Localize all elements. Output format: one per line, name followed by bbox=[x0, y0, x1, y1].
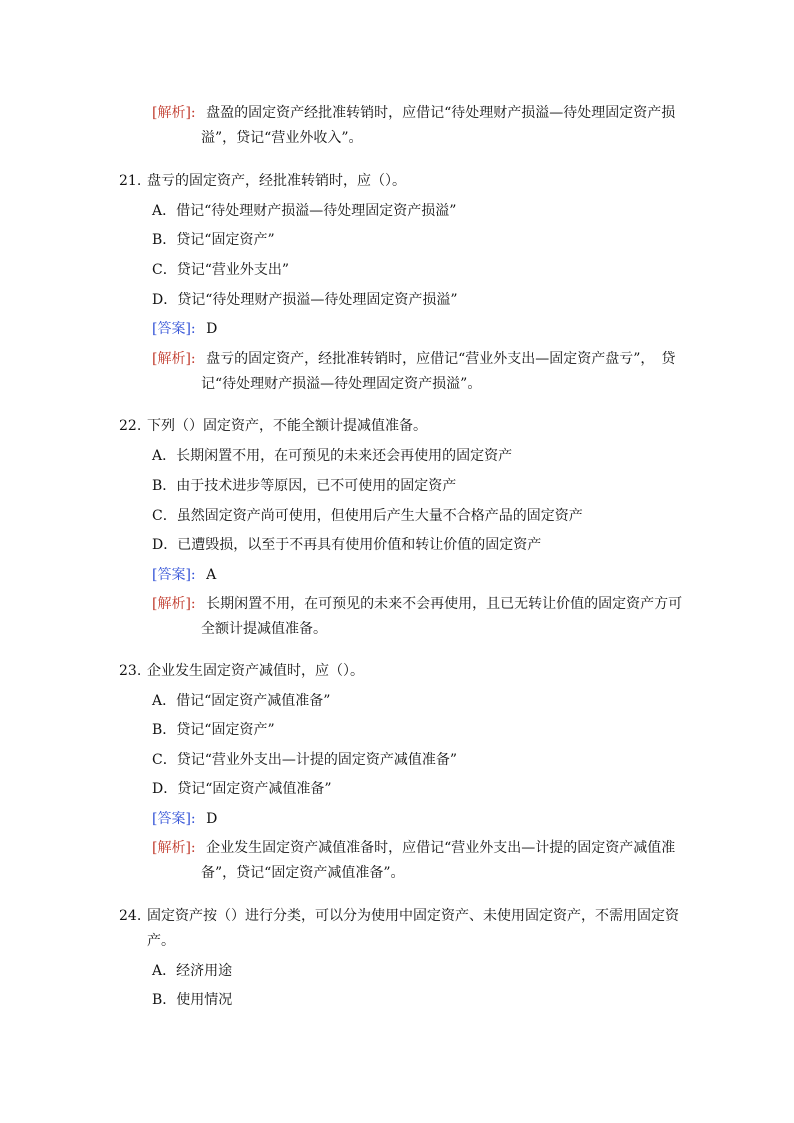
question-24-stem bbox=[119, 906, 679, 926]
question-text: 下列（）固定资产，不能全额计提减值准备。 bbox=[147, 418, 427, 434]
explanation-text: 盘亏的固定资产，经批准转销时，应借记“营业外支出—固定资产盘亏”， 贷 bbox=[206, 351, 676, 367]
q21-option-b: B．贷记“固定资产” bbox=[152, 232, 275, 248]
q22-option-b: B．由于技术进步等原因，已不可使用的固定资产 bbox=[152, 478, 457, 494]
q21-answer bbox=[152, 319, 217, 339]
q21-option-c: C．贷记“营业外支出” bbox=[152, 262, 290, 278]
question-22-stem bbox=[119, 416, 427, 436]
q22-explanation-line-1 bbox=[152, 594, 682, 614]
question-text: 盘亏的固定资产，经批准转销时，应（）。 bbox=[147, 173, 406, 189]
explanation-tag: [解析]: bbox=[152, 351, 196, 367]
q24-option-b: B．使用情况 bbox=[152, 992, 233, 1008]
q22-option-c: C．虽然固定资产尚可使用，但使用后产生大量不合格产品的固定资产 bbox=[152, 508, 583, 524]
answer-tag: [答案]: bbox=[152, 811, 196, 827]
answer-value: D bbox=[206, 321, 218, 337]
explanation-tag: [解析]: bbox=[152, 596, 196, 612]
answer-tag: [答案]: bbox=[152, 567, 196, 583]
explanation-text: 企业发生固定资产减值准备时，应借记“营业外支出—计提的固定资产减值准 bbox=[206, 840, 676, 856]
q23-explanation-line-1 bbox=[152, 838, 675, 858]
q23-answer bbox=[152, 809, 217, 829]
q22-answer bbox=[152, 565, 216, 585]
q22-option-a: A．长期闲置不用，在可预见的未来还会再使用的固定资产 bbox=[152, 448, 513, 464]
answer-tag: [答案]: bbox=[152, 321, 196, 337]
question-21-stem bbox=[119, 171, 406, 191]
q21-option-a: A．借记“待处理财产损溢—待处理固定资产损溢” bbox=[152, 203, 457, 219]
explanation-text: 盘盈的固定资产经批准转销时，应借记“待处理财产损溢—待处理固定资产损 bbox=[206, 105, 676, 121]
q23-explanation-line-2: 备”，贷记“固定资产减值准备”。 bbox=[201, 865, 405, 881]
explanation-text: 长期闲置不用，在可预见的未来不会再使用，且已无转让价值的固定资产方可 bbox=[206, 596, 683, 612]
q21-explanation-line-2: 记“待处理财产损溢—待处理固定资产损溢”。 bbox=[201, 376, 482, 392]
q22-option-d: D．已遭毁损，以至于不再具有使用价值和转让价值的固定资产 bbox=[152, 537, 542, 553]
question-23-stem bbox=[119, 661, 364, 681]
answer-value: A bbox=[206, 567, 217, 583]
q23-option-d: D．贷记“固定资产减值准备” bbox=[152, 781, 332, 797]
q24-option-a: A．经济用途 bbox=[152, 963, 233, 979]
question-number: 24. bbox=[119, 908, 142, 924]
question-24-stem-line-2: 产。 bbox=[147, 933, 175, 949]
q23-option-b: B．贷记“固定资产” bbox=[152, 722, 275, 738]
question-number: 21. bbox=[119, 173, 142, 189]
explanation-tag: [解析]: bbox=[152, 840, 196, 856]
q22-explanation-line-2: 全额计提减值准备。 bbox=[201, 621, 327, 637]
q21-explanation-line-1 bbox=[152, 349, 675, 369]
q23-option-a: A．借记“固定资产减值准备” bbox=[152, 693, 331, 709]
question-number: 23. bbox=[119, 663, 142, 679]
q21-option-d: D．贷记“待处理财产损溢—待处理固定资产损溢” bbox=[152, 292, 458, 308]
explanation-tag: [解析]: bbox=[152, 105, 196, 121]
question-text: 企业发生固定资产减值时，应（）。 bbox=[147, 663, 364, 679]
answer-value: D bbox=[206, 811, 218, 827]
prev-explanation-line-1 bbox=[152, 103, 675, 123]
question-text: 固定资产按（）进行分类，可以分为使用中固定资产、未使用固定资产，不需用固定资 bbox=[147, 908, 679, 924]
q23-option-c: C．贷记“营业外支出—计提的固定资产减值准备” bbox=[152, 752, 458, 768]
prev-explanation-line-2: 溢”，贷记“营业外收入”。 bbox=[201, 130, 363, 146]
question-number: 22. bbox=[119, 418, 142, 434]
